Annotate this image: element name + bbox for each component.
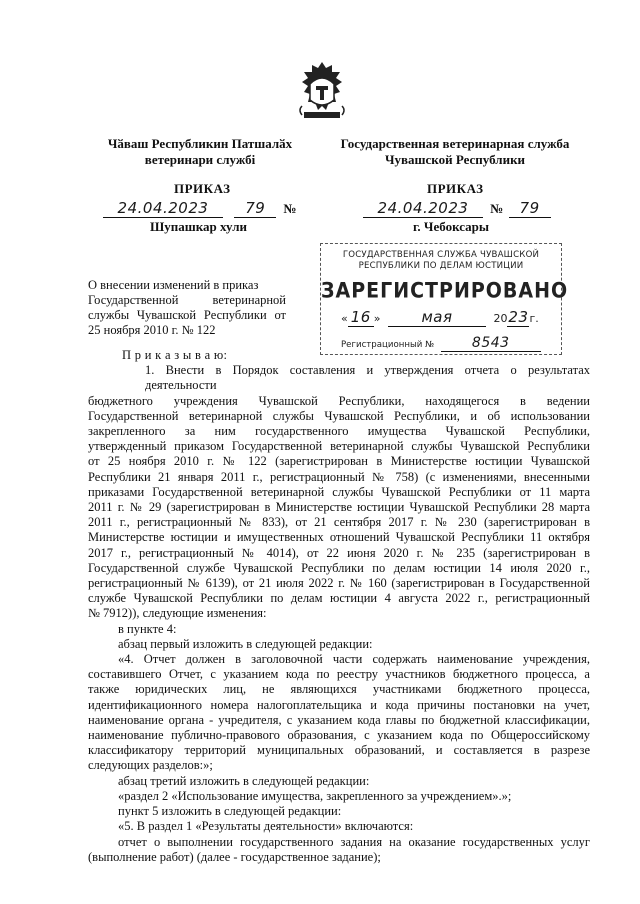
body-line: классификатору территорий муниципальных образований, и составляется в разрезе: [88, 743, 590, 758]
body-line: абзац третий изложить в следующей редакции:: [118, 773, 370, 788]
order-date-right: 24.04.2023: [363, 199, 483, 218]
stamp-quote-close: »: [373, 312, 381, 325]
header-left-organization: [95, 136, 305, 168]
body-line: также юридических лиц, не являющихся участниками бюджетного процесса,: [88, 682, 590, 697]
body-line: от 25 ноября 2010 г. № 122 (зарегистрирован в Министерстве юстиции Чувашской: [88, 454, 590, 469]
body-line: «5. В раздел 1 «Результаты деятельности» включаются:: [118, 819, 414, 834]
header-left-line1: Чӑваш Республикин Патшалӑх: [107, 136, 293, 151]
header-right-line2: Чувашской Республики: [384, 152, 526, 167]
body-line: наименование органа - учредителя, с указанием кода главы по бюджетной классификации,: [88, 712, 590, 727]
stamp-registered: ЗАРЕГИСТРИРОВАНО: [321, 278, 569, 304]
number-sign-left: №: [283, 201, 297, 216]
header-left-line2: ветеринари службi: [144, 152, 256, 167]
header-right-organization: [330, 136, 580, 168]
subject-line: службы Чувашской Республики от: [88, 308, 286, 322]
stamp-day: 16: [348, 308, 374, 327]
stamp-year-prefix: 20: [493, 312, 508, 325]
body-line: Государственной службе Чувашской Республики по делам юстиции 14 июля 2020 г.,: [88, 560, 590, 575]
body-line: пункт 5 изложить в следующей редакции:: [118, 804, 342, 819]
subject-line: О внесении изменений в приказ: [88, 278, 259, 292]
city-left: Шупашкар хули: [150, 219, 247, 234]
body-line: следующих разделов:»;: [88, 758, 213, 773]
body-line: приказами Государственной ветеринарной службы Чувашской Республики от 11 марта: [88, 484, 590, 499]
body-line: утвержденный приказом Государственной ветеринарной службы Чувашской Республики: [88, 439, 590, 454]
body-line: Республики 21 января 2011 г., регистрационный № 758) (с изменениями, внесенными: [88, 469, 590, 484]
body-line: абзац первый изложить в следующей редакции:: [118, 636, 373, 651]
stamp-year-unit: г.: [529, 312, 539, 325]
body-line: 2017 г., регистрационный № 4014), от 22 июня 2020 г. № 235 (зарегистрирован в: [88, 545, 590, 560]
order-subject: [88, 278, 286, 338]
stamp-year-suffix: 23: [508, 308, 529, 326]
body-line: наименование публично-правового образования, с указанием кода по Общероссийскому: [88, 728, 590, 743]
body-line: в пункте 4:: [118, 621, 177, 636]
body-line: бюджетного учреждения Чувашской Республики, находящегося в ведении: [88, 393, 590, 408]
stamp-reg-number: 8543: [441, 335, 541, 352]
body-line: Государственной ветеринарной службы Чувашской Республики, и об использовании: [88, 408, 590, 423]
orders-word: П р и к а з ы в а ю:: [122, 348, 228, 362]
stamp-org-line1: ГОСУДАРСТВЕННАЯ СЛУЖБА ЧУВАШСКОЙ: [342, 250, 540, 260]
registration-stamp: [320, 243, 569, 355]
body-line: регистрационный № 6139), от 21 июля 2022 г. № 160 (зарегистрирован в Государственной: [88, 576, 590, 591]
body-line: службе Чувашской Республики по делам юстиции 4 августа 2022 г., регистрационный: [88, 591, 590, 606]
order-body: [88, 348, 590, 865]
subject-line: Государственной ветеринарной: [88, 293, 286, 307]
chuvash-coat-of-arms-icon: [296, 60, 348, 122]
header-right-line1: Государственная ветеринарная служба: [340, 136, 570, 151]
order-date-number-right: [363, 199, 551, 218]
order-number-right: 79: [509, 199, 551, 218]
stamp-organization: [321, 250, 561, 272]
body-line: составившего Отчет, с указанием кода по реестру участников бюджетного процесса, а: [88, 667, 590, 682]
stamp-org-line2: РЕСПУБЛИКИ ПО ДЕЛАМ ЮСТИЦИИ: [358, 261, 524, 271]
order-title-right: ПРИКАЗ: [427, 181, 484, 196]
body-line: (выполнение работ) (далее - государственное задание);: [88, 849, 381, 864]
stamp-date-row: [321, 308, 561, 327]
body-line: 2011 г. № 29 (зарегистрирован в Министерстве юстиции Чувашской Республики 28 марта: [88, 500, 590, 515]
body-line: «раздел 2 «Использование имущества, закрепленного за учреждением».»;: [118, 788, 512, 803]
body-line: закрепленного за ним государственного имущества Чувашской Республики,: [88, 424, 590, 439]
body-line: Министерстве юстиции и имущественных отношений Чувашской Республики 11 октября: [88, 530, 590, 545]
subject-line: 25 ноября 2010 г. № 122: [88, 323, 216, 337]
stamp-quote-open: «: [341, 312, 348, 325]
order-number-left: 79: [234, 199, 276, 218]
order-title-left: ПРИКАЗ: [174, 181, 231, 196]
stamp-month: мая: [388, 308, 486, 327]
body-line: «4. Отчет должен в заголовочной части содержать наименование учреждения,: [118, 652, 590, 667]
order-date-left: 24.04.2023: [103, 199, 223, 218]
body-line: отчет о выполнении государственного задания на оказание государственных услуг: [118, 834, 590, 849]
body-line: № 7912)), следующие изменения:: [88, 606, 267, 621]
stamp-reg-label: Регистрационный №: [341, 340, 434, 350]
body-line: 2011 г., регистрационный № 833), от 21 сентября 2017 г. № 230 (зарегистрирован в: [88, 515, 590, 530]
city-right: г. Чебоксары: [413, 219, 490, 234]
body-line: идентификационного номера налогоплательщика и кода причины постановки на учет,: [88, 697, 590, 712]
number-sign-right: №: [490, 201, 504, 216]
body-line: 1. Внести в Порядок составления и утверждения отчета о результатах деятельности: [145, 363, 590, 393]
order-date-number-left: [103, 199, 297, 218]
